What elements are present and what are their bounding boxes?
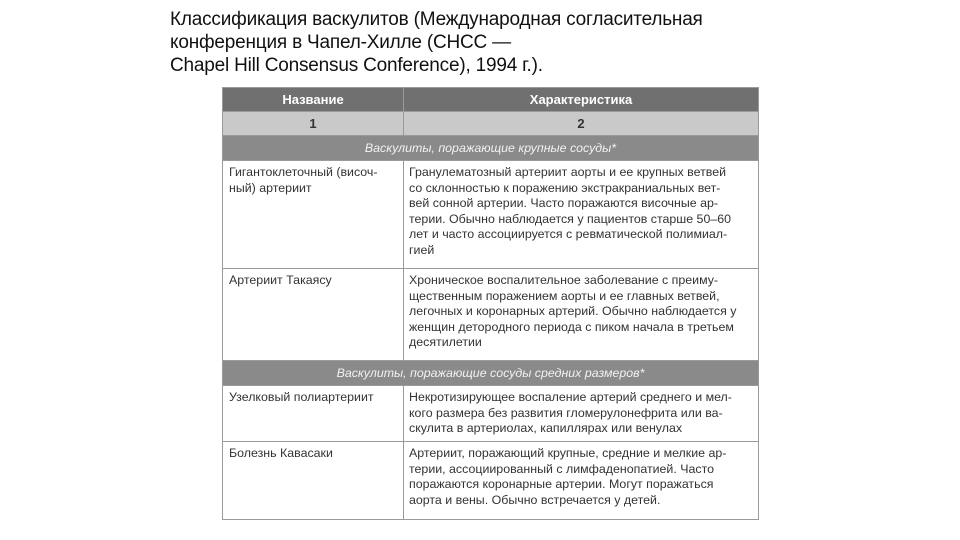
table-row — [223, 161, 759, 269]
table-row — [223, 442, 759, 520]
column-numbers-row — [223, 112, 759, 136]
section-title: Васкулиты, поражающие сосуды средних размеров* — [223, 361, 759, 386]
vasculitis-name: Артериит Такаясу — [223, 269, 404, 361]
section-title: Васкулиты, поражающие крупные сосуды* — [223, 136, 759, 161]
vasculitis-name: Узелковый полиартериит — [223, 386, 404, 442]
vasculitis-description: Некротизирующее воспаление артерий среднего и мел- кого размера без развития гломерулонефрита или ва- скулита в артериолах, капиллярах или венулах — [404, 386, 759, 442]
slide-title: Классификация васкулитов (Международная согласительная конференция в Чапел-Хилле (CHCC — Chapel Hill Consensus Conference), 1994 г.). — [170, 9, 703, 76]
column-number: 1 — [223, 112, 404, 136]
header-characteristic: Характеристика — [404, 88, 759, 112]
section-row — [223, 136, 759, 161]
vasculitis-description: Гранулематозный артериит аорты и ее крупных ветвей со склонностью к поражению экстракраниальных вет- вей сонной артерии. Часто поражаются височные ар- терии. Обычно наблюдается у пациентов старше 50–60 лет и часто ассоциируется с ревматической полимиал- гией — [404, 161, 759, 269]
header-name: Название — [223, 88, 404, 112]
vasculitis-description: Хроническое воспалительное заболевание с преиму- щественным поражением аорты и ее главных ветвей, легочных и коронарных артерий. Обычно наблюдается у женщин детородного периода с пиком начала в третьем десятилетии — [404, 269, 759, 361]
header-row — [223, 88, 759, 112]
column-number: 2 — [404, 112, 759, 136]
vasculitis-name: Болезнь Кавасаки — [223, 442, 404, 520]
table-row — [223, 269, 759, 361]
vasculitis-name: Гигантоклеточный (височ- ный) артериит — [223, 161, 404, 269]
section-row — [223, 361, 759, 386]
vasculitis-description: Артериит, поражающий крупные, средние и мелкие ар- терии, ассоциированный с лимфаденопатией. Часто поражаются коронарные артерии. Могут поражаться аорта и вены. Обычно встречается у детей. — [404, 442, 759, 520]
table-row — [223, 386, 759, 442]
vasculitis-classification-table — [222, 87, 759, 520]
